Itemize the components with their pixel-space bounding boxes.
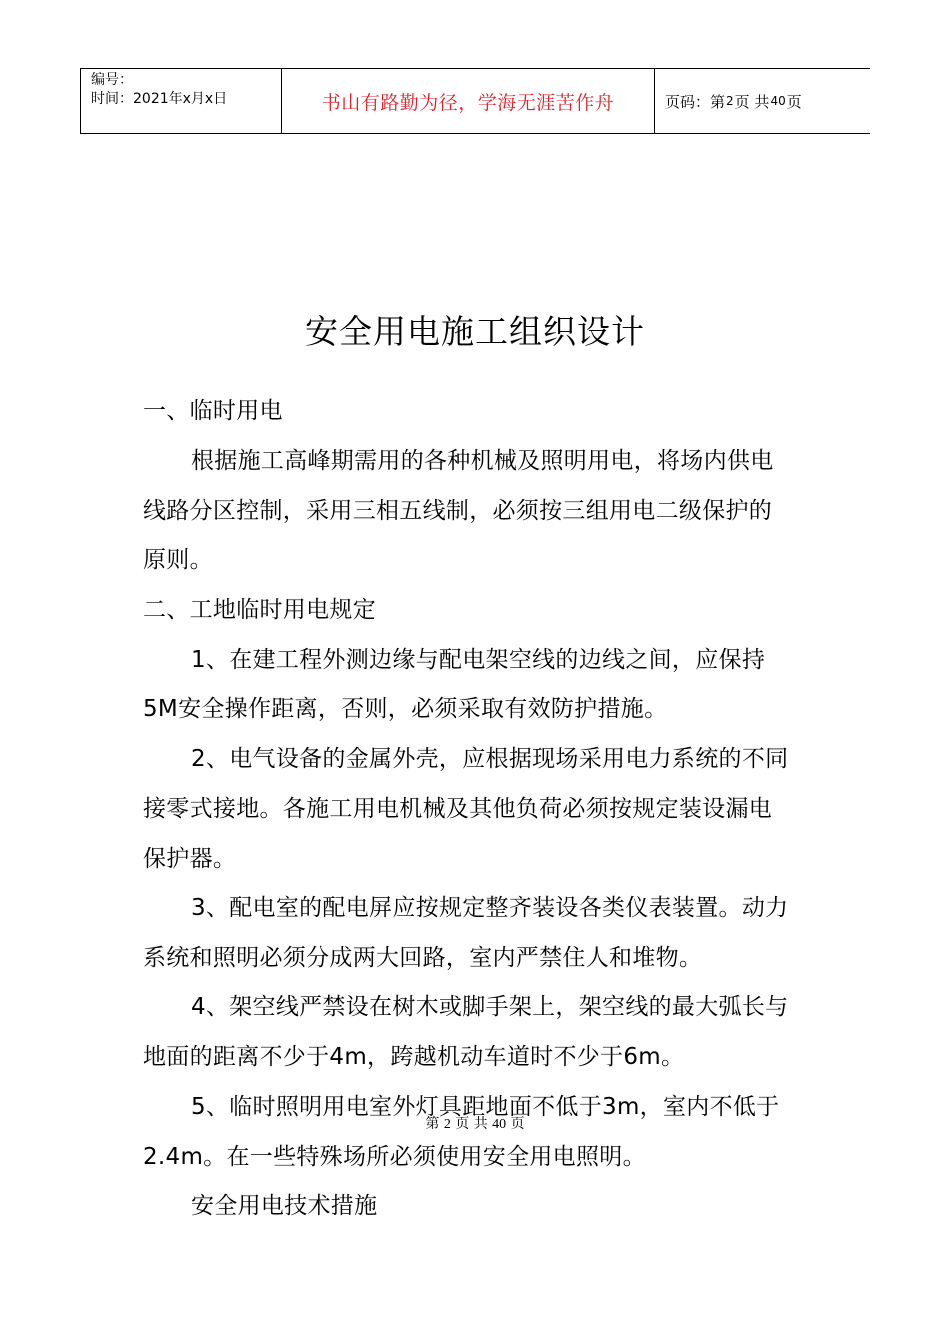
paragraph-line: 接零式接地。各施工用电机械及其他负荷必须按规定装设漏电 xyxy=(143,796,773,822)
section-heading-1: 一、临时用电 xyxy=(143,398,283,424)
paragraph-line: 地面的距离不少于4m，跨越机动车道时不少于6m。 xyxy=(143,1044,685,1070)
header-meta-cell xyxy=(81,69,282,133)
section-heading-3: 安全用电技术措施 xyxy=(191,1193,378,1219)
paragraph-line: 5M安全操作距离，否则，必须采取有效防护措施。 xyxy=(143,696,668,722)
header-page-cell xyxy=(655,69,870,133)
page-footer xyxy=(0,1113,950,1133)
footer-prefix: 第 xyxy=(425,1116,440,1132)
header-number-label: 编号： xyxy=(91,72,133,88)
paragraph-line: 2.4m。在一些特殊场所必须使用安全用电照明。 xyxy=(143,1144,646,1170)
paragraph-line: 3、配电室的配电屏应按规定整齐装设各类仪表装置。动力 xyxy=(191,895,789,921)
paragraph-line: 保护器。 xyxy=(143,846,237,872)
footer-current: 2 xyxy=(443,1117,451,1132)
paragraph-line: 5、临时照明用电室外灯具距地面不低于3m，室内不低于 xyxy=(191,1094,780,1120)
footer-suffix: 页 xyxy=(510,1116,525,1132)
header-time-label: 时间：2021年x月x日 xyxy=(91,91,228,107)
header-page-prefix: 页码：第 xyxy=(665,92,726,111)
header-page-middle: 页 共 xyxy=(734,92,770,111)
paragraph-line: 根据施工高峰期需用的各种机械及照明用电，将场内供电 xyxy=(191,448,774,474)
header-motto: 书山有路勤为径，学海无涯苦作舟 xyxy=(321,91,615,114)
section-heading-2: 二、工地临时用电规定 xyxy=(143,597,376,623)
footer-total: 40 xyxy=(492,1117,507,1132)
paragraph-line: 4、架空线严禁设在树木或脚手架上，架空线的最大弧长与 xyxy=(191,994,789,1020)
header-page-total: 40 xyxy=(770,94,786,108)
footer-middle: 页 共 xyxy=(455,1116,488,1132)
paragraph-line: 线路分区控制，采用三相五线制，必须按三组用电二级保护的 xyxy=(143,498,773,524)
document-title: 安全用电施工组织设计 xyxy=(305,312,645,351)
header-motto-cell xyxy=(282,69,655,133)
header-page-current: 2 xyxy=(726,94,734,108)
paragraph-line: 系统和照明必须分成两大回路，室内严禁住人和堆物。 xyxy=(143,945,703,971)
document-header-table xyxy=(80,68,870,134)
paragraph-line: 2、电气设备的金属外壳，应根据现场采用电力系统的不同 xyxy=(191,746,789,772)
paragraph-line: 原则。 xyxy=(143,547,213,573)
header-page-suffix: 页 xyxy=(786,92,802,111)
paragraph-line: 1、在建工程外测边缘与配电架空线的边线之间，应保持 xyxy=(191,647,766,673)
